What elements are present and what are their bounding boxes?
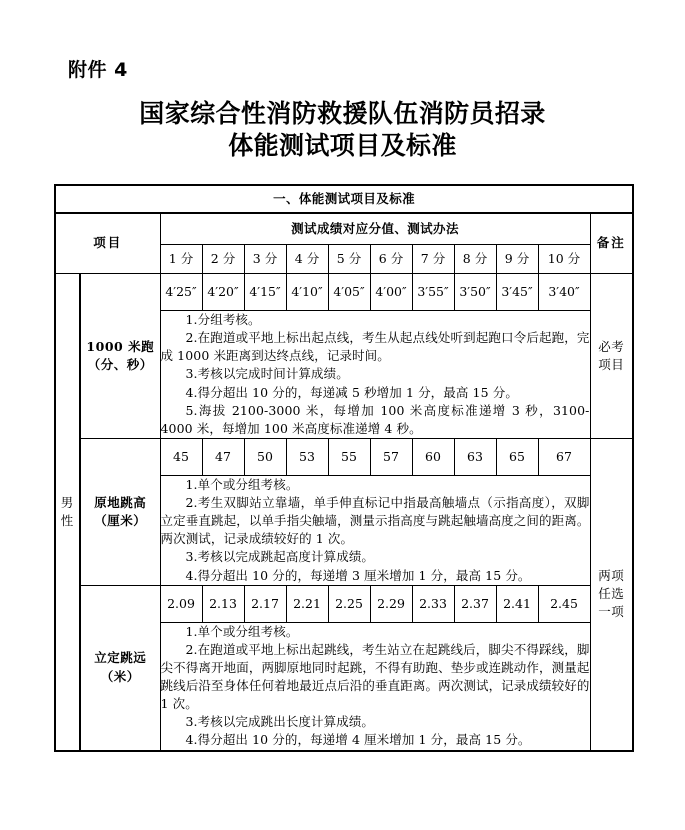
event-name-long-jump — [80, 585, 160, 750]
value-cell: 57 — [370, 438, 412, 475]
table-group-header-row — [55, 213, 633, 245]
value-cell: 4′10″ — [286, 274, 328, 311]
value-cell: 2.13 — [202, 585, 244, 622]
description-line: 1.分组考核。 — [185, 312, 261, 327]
table-section-header-row — [55, 185, 633, 213]
physical-test-table-wrapper — [54, 184, 632, 752]
table-row — [55, 585, 633, 622]
description-line: 1.单个或分组考核。 — [185, 476, 299, 492]
remark-cell-choose-one — [590, 438, 633, 750]
score-header-1: 1 分 — [160, 245, 202, 274]
title-line-1: 国家综合性消防救援队伍消防员招录 — [139, 99, 546, 128]
score-header-2: 2 分 — [202, 245, 244, 274]
column-header-item: 项目 — [55, 213, 160, 274]
value-cell: 4′25″ — [160, 274, 202, 311]
gender-cell-male — [55, 274, 80, 751]
attachment-label: 附件 4 — [68, 59, 128, 81]
score-header-8: 8 分 — [454, 245, 496, 274]
score-header-7: 7 分 — [412, 245, 454, 274]
event-title: 1000 米跑 — [86, 338, 155, 354]
section-header-cell: 一、体能测试项目及标准 — [55, 185, 633, 213]
value-cell: 4′00″ — [370, 274, 412, 311]
column-header-remark: 备注 — [590, 213, 633, 274]
table-row — [55, 438, 633, 475]
value-cell: 2.17 — [244, 585, 286, 622]
value-cell: 3′40″ — [538, 274, 590, 311]
value-cell: 45 — [160, 438, 202, 475]
value-cell: 2.09 — [160, 585, 202, 622]
column-group-header-scores: 测试成绩对应分值、测试办法 — [160, 213, 590, 245]
remark-line: 任选 — [598, 586, 625, 602]
event-unit: （米） — [100, 668, 140, 684]
value-cell: 2.29 — [370, 585, 412, 622]
value-cell: 2.25 — [328, 585, 370, 622]
value-cell: 2.37 — [454, 585, 496, 622]
remark-line: 必考 — [598, 338, 625, 354]
description-line: 2.在跑道或平地上标出起跳线，考生站立在起跳线后，脚尖不得踩线，脚尖不得离开地面，两脚原地同时起跳，不得有助跑、垫步或连跳动作，测量起跳线后沿至身体任何着地最近点后沿的垂直距离。两次测试，记录成绩较好的 1 次。 — [160, 641, 590, 712]
description-line: 3.考核以完成跳起高度计算成绩。 — [185, 549, 375, 565]
score-header-4: 4 分 — [286, 245, 328, 274]
event-name-high-jump — [80, 438, 160, 585]
remark-line: 两项 — [598, 568, 625, 583]
description-line: 3.考核以完成时间计算成绩。 — [185, 366, 349, 382]
value-cell: 4′20″ — [202, 274, 244, 311]
description-line: 4.得分超出 10 分的，每递增 3 厘米增加 1 分，最高 15 分。 — [185, 567, 531, 583]
description-cell-high-jump — [160, 475, 590, 585]
page-title — [0, 98, 685, 161]
value-cell: 3′55″ — [412, 274, 454, 311]
description-line: 2.在跑道或平地上标出起点线，考生从起点线处听到起跑口令后起跑，完成 1000 米距离到达终点线，记录时间。 — [160, 330, 590, 364]
score-header-9: 9 分 — [496, 245, 538, 274]
value-cell: 53 — [286, 438, 328, 475]
gender-char-2: 性 — [60, 512, 75, 528]
value-cell: 63 — [454, 438, 496, 475]
value-cell: 2.45 — [538, 585, 590, 622]
value-cell: 2.41 — [496, 585, 538, 622]
value-cell: 60 — [412, 438, 454, 475]
event-unit: （分、秒） — [87, 356, 153, 372]
event-title: 原地跳高 — [94, 494, 147, 510]
description-line: 4.得分超出 10 分的，每递增 4 厘米增加 1 分，最高 15 分。 — [185, 732, 531, 748]
description-cell-run-1000m — [160, 311, 590, 439]
value-cell: 50 — [244, 438, 286, 475]
gender-char-1: 男 — [60, 494, 75, 510]
value-cell: 4′15″ — [244, 274, 286, 311]
description-line: 5.海拔 2100-3000 米，每增加 100 米高度标准递增 3 秒，3100-4000 米，每增加 100 米高度标准递增 4 秒。 — [160, 402, 590, 436]
value-cell: 4′05″ — [328, 274, 370, 311]
score-header-3: 3 分 — [244, 245, 286, 274]
title-line-2: 体能测试项目及标准 — [228, 130, 457, 160]
physical-test-table — [54, 184, 634, 752]
remark-line: 项目 — [598, 356, 625, 372]
description-line: 2.考生双脚站立靠墙，单手伸直标记中指最高触墙点（示指高度），双脚立定垂直跳起，以单手指尖触墙，测量示指高度与跳起触墙高度之间的距离。两次测试，记录成绩较好的 1 次。 — [160, 495, 590, 547]
value-cell: 67 — [538, 438, 590, 475]
remark-cell-required — [590, 274, 633, 439]
value-cell: 55 — [328, 438, 370, 475]
event-unit: （厘米） — [94, 512, 147, 528]
event-name-run-1000m — [80, 274, 160, 439]
remark-line: 一项 — [598, 604, 625, 620]
value-cell: 47 — [202, 438, 244, 475]
event-title: 立定跳远 — [94, 650, 147, 666]
value-cell: 2.33 — [412, 585, 454, 622]
score-header-10: 10 分 — [538, 245, 590, 274]
table-row — [55, 274, 633, 311]
value-cell: 65 — [496, 438, 538, 475]
value-cell: 3′45″ — [496, 274, 538, 311]
value-cell: 2.21 — [286, 585, 328, 622]
score-header-6: 6 分 — [370, 245, 412, 274]
description-line: 4.得分超出 10 分的，每递减 5 秒增加 1 分，最高 15 分。 — [185, 384, 518, 400]
value-cell: 3′50″ — [454, 274, 496, 311]
score-header-5: 5 分 — [328, 245, 370, 274]
description-cell-long-jump — [160, 622, 590, 750]
description-line: 1.单个或分组考核。 — [185, 623, 299, 639]
description-line: 3.考核以完成跳出长度计算成绩。 — [185, 714, 375, 730]
